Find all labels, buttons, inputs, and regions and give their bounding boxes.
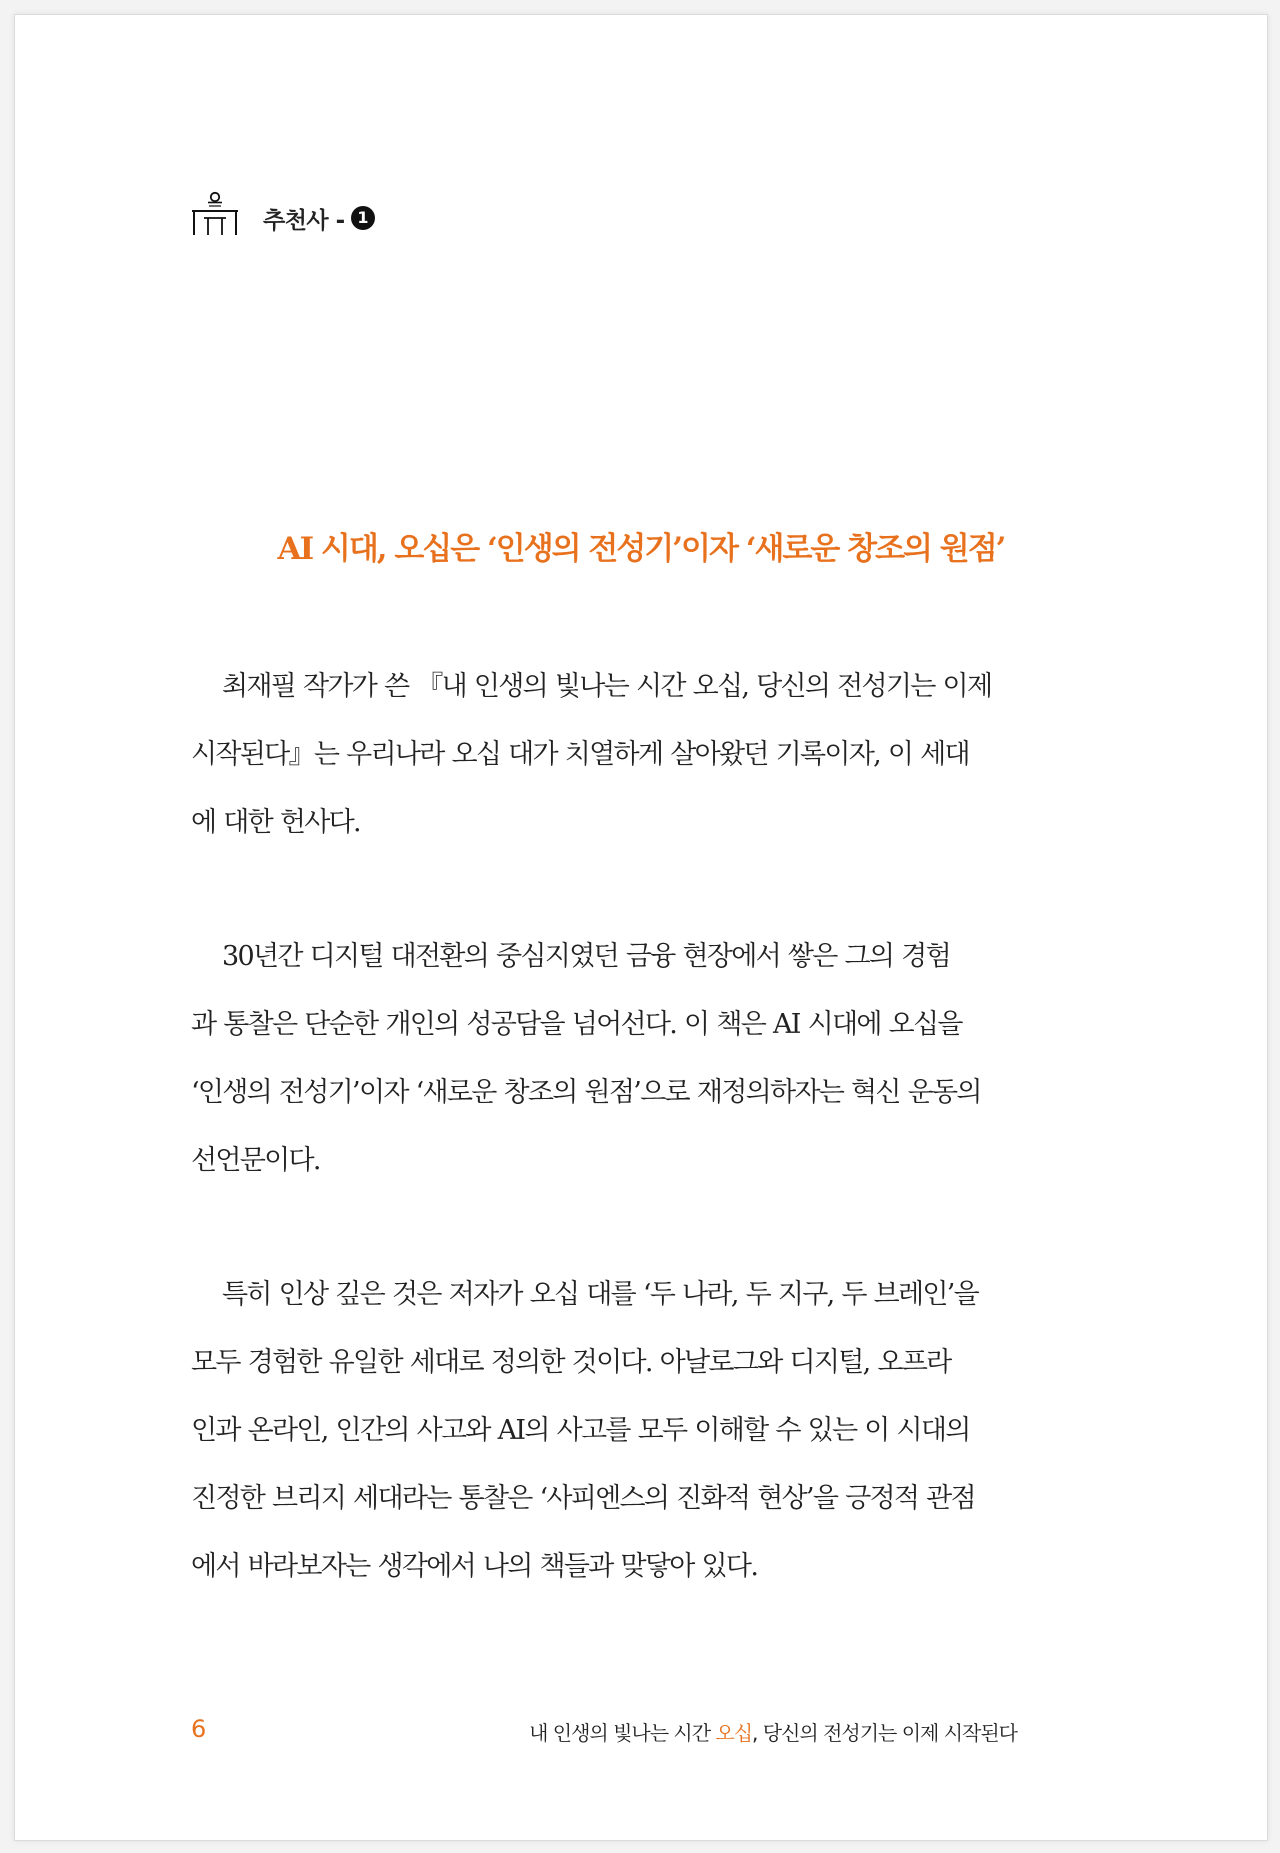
text-line: 과 통찰은 단순한 개인의 성공담을 넘어선다. 이 책은 AI 시대에 오십을 [191, 1009, 962, 1040]
section-label [263, 202, 375, 235]
paragraph-3 [191, 1261, 1045, 1601]
section-label-text: 추천사 - [263, 207, 345, 234]
section-number-badge: 1 [351, 206, 375, 230]
section-header [189, 187, 375, 247]
text-line: 시작된다』는 우리나라 오십 대가 치열하게 살아왔던 기록이자, 이 세대 [191, 739, 969, 770]
text-line: 선언문이다. [191, 1145, 320, 1176]
book-title-part: , 당신의 전성기는 이제 시작된다 [752, 1721, 1017, 1745]
text-line: 30년간 디지털 대전환의 중심지였던 금융 현장에서 쌓은 그의 경험 [222, 941, 950, 972]
paragraph-2 [191, 923, 1045, 1195]
text-line: 진정한 브리지 세대라는 통찰은 ‘사피엔스의 진화적 현상’을 긍정적 관점 [191, 1483, 975, 1514]
book-title-part: 내 인생의 빛나는 시간 [529, 1721, 716, 1745]
text-line: 특히 인상 깊은 것은 저자가 오십 대를 ‘두 나라, 두 지구, 두 브레인’을 [222, 1279, 979, 1310]
body-text [191, 653, 1045, 1667]
chapter-title: AI 시대, 오십은 ‘인생의 전성기’이자 ‘새로운 창조의 원점’ [277, 531, 1005, 567]
text-line: 에 대한 헌사다. [191, 807, 360, 838]
paragraph-1 [191, 653, 1045, 857]
running-footer-book-title [529, 1717, 1017, 1746]
book-title-accent: 오십 [715, 1721, 753, 1745]
page-number: 6 [191, 1715, 207, 1743]
text-line: ‘인생의 전성기’이자 ‘새로운 창조의 원점’으로 재정의하자는 혁신 운동의 [191, 1077, 981, 1108]
text-line: 인과 온라인, 인간의 사고와 AI의 사고를 모두 이해할 수 있는 이 시대의 [191, 1415, 970, 1446]
text-line: 에서 바라보자는 생각에서 나의 책들과 맞닿아 있다. [191, 1551, 758, 1582]
text-line: 모두 경험한 유일한 세대로 정의한 것이다. 아날로그와 디지털, 오프라 [191, 1347, 951, 1378]
page [14, 14, 1268, 1841]
house-temple-icon [189, 187, 241, 247]
text-line: 최재필 작가가 쓴 『내 인생의 빛나는 시간 오십, 당신의 전성기는 이제 [222, 671, 992, 702]
